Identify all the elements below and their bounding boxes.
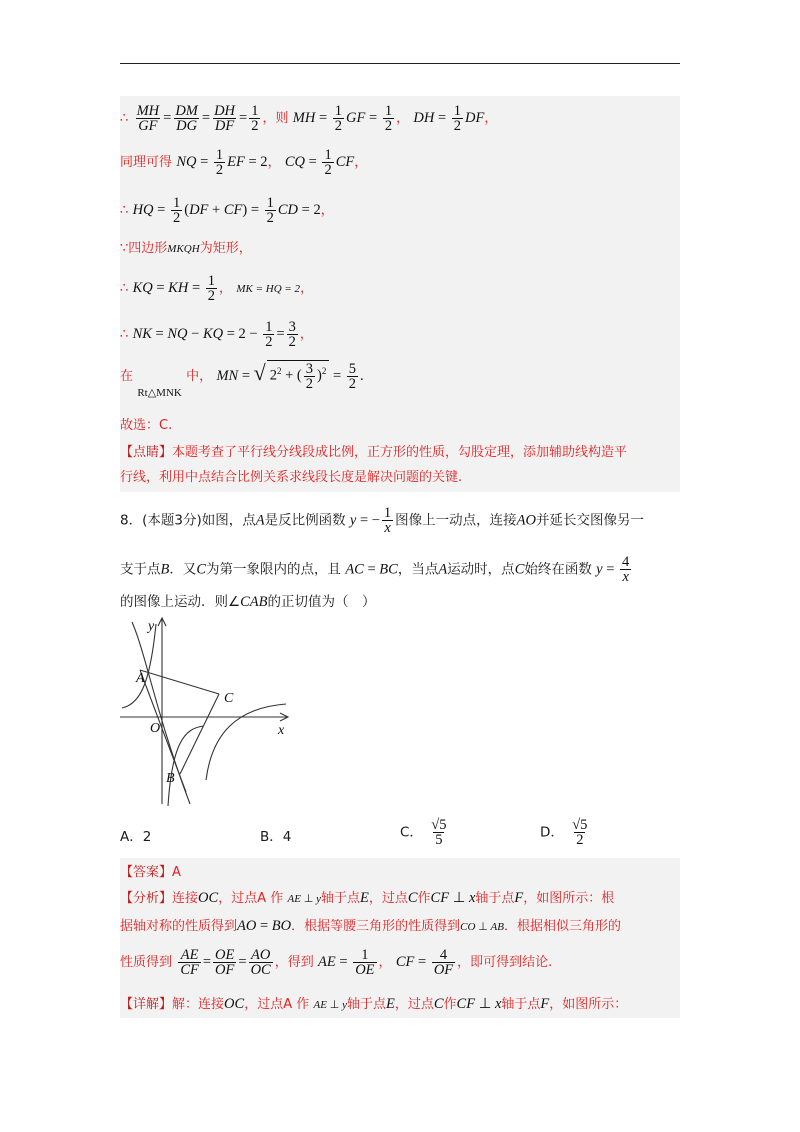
comment-line-2: 行线，利用中点结合比例关系求线段长度是解决问题的关键. bbox=[120, 470, 463, 485]
sol-line-3: ∴ HQ = $\frac{1}{2}$ (DF + CF) = $\frac{1}{2}$ CD = 2， bbox=[120, 195, 334, 226]
label-a: A bbox=[136, 671, 145, 686]
curve-y-neg1-over-x-q2 bbox=[122, 624, 156, 708]
detail-line-1: 【详解】解：连接OC，过点A 作 AE ⊥ y轴于点E，过点C作CF ⊥ x轴于点F，如图所示： bbox=[120, 996, 628, 1012]
solution-block bbox=[120, 96, 680, 492]
analysis-line-2: 据轴对称的性质得到AO = BO．根据等腰三角形的性质得到CO ⊥ AB．根据相似三角形的 bbox=[120, 918, 621, 934]
question-line-3: 的图像上运动．则∠CAB的正切值为（ ） bbox=[120, 594, 376, 610]
label-b: B bbox=[166, 771, 175, 786]
sol-line-1: ∴ $\frac{MH}{GF}$ = $\frac{DM}{DG}$ = $\frac{DH}{DF}$ = $\frac{1}{2}$ ，则 MH = $\frac{1}{2}$ GF = $\frac{1}{2}$ ， DH = $\frac{1}{2}$ DF， bbox=[120, 103, 498, 134]
comment-line-1: 【点睛】本题考查了平行线分线段成比例，正方形的性质，勾股定理，添加辅助线构造平 bbox=[120, 445, 628, 460]
curve-y-4-over-x-q3 bbox=[132, 622, 190, 804]
label-o: O bbox=[150, 721, 161, 736]
question-line-1: 8．(本题3分)如图，点A是反比例函数 y = − $\frac{1}{x}$ 图像上一动点，连接AO并延长交图像另一 bbox=[120, 505, 645, 536]
answer-block bbox=[120, 858, 680, 1018]
header-rule bbox=[120, 63, 680, 64]
sol-line-7: 在 $_{Rt\triangle MNK}$ 中， MN = √ $2^2$ + ( $\frac{3}{2}$ )$^2$ = $\frac{5}{2}$ . bbox=[120, 359, 364, 399]
curve-y-4-over-x-q1 bbox=[206, 704, 286, 780]
sol-answer: 故选：C. bbox=[120, 418, 173, 433]
sol-line-4: ∵四边形MKQH为矩形， bbox=[120, 241, 252, 256]
option-b[interactable]: B．4 bbox=[260, 829, 292, 845]
question-line-2: 支于点B．又C为第一象限内的点，且 AC = BC，当点A运动时，点C始终在函数 y = $\frac{4}{x}$ bbox=[120, 554, 630, 585]
sol-line-5: ∴ KQ = KH = $\frac{1}{2}$ ， MK = HQ = 2， bbox=[120, 273, 314, 304]
answer-line: 【答案】A bbox=[120, 865, 181, 880]
label-y: y bbox=[148, 619, 155, 634]
segment-ab bbox=[140, 670, 186, 792]
sol-line-2: 同理可得 NQ = $\frac{1}{2}$ EF = 2， CQ = $\frac{1}{2}$ CF， bbox=[120, 147, 368, 178]
option-a[interactable]: A．2 bbox=[120, 829, 152, 845]
option-d[interactable]: D． $\frac{√5}{2}$ bbox=[540, 817, 588, 848]
label-c: C bbox=[224, 691, 234, 706]
segment-bc bbox=[180, 694, 219, 774]
label-x: x bbox=[278, 723, 285, 738]
segment-ac bbox=[140, 670, 219, 694]
option-c[interactable]: C． $\frac{√5}{5}$ bbox=[400, 817, 447, 848]
analysis-line-3: 性质得到 $\frac{AE}{CF}$ = $\frac{OE}{OF}$ = $\frac{AO}{OC}$ ，得到 AE = $\frac{1}{OE}$ ， CF = $\frac{4}{OF}$ ，即可得到结论. bbox=[120, 947, 553, 978]
analysis-line-1: 【分析】连接OC，过点A 作 AE ⊥ y轴于点E，过点C作CF ⊥ x轴于点F，如图所示：根 bbox=[120, 890, 615, 906]
sol-line-6: ∴ NK = NQ − KQ = 2 − $\frac{1}{2}$ = $\frac{3}{2}$ ， bbox=[120, 319, 313, 350]
hyperbola-figure bbox=[116, 614, 296, 810]
